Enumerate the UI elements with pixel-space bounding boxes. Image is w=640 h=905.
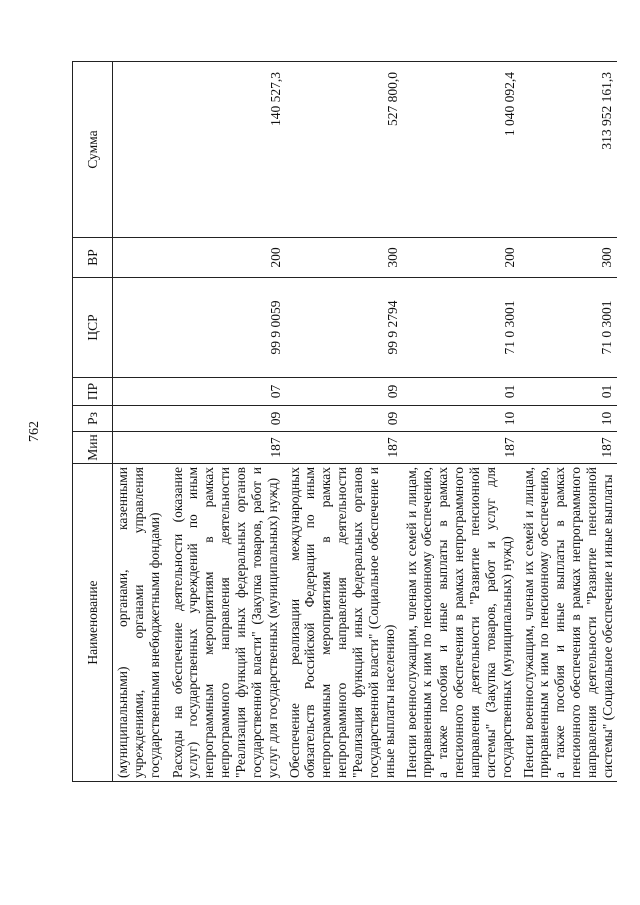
row-min: 187 [520,432,618,464]
row-pr: 09 [286,378,403,406]
row-min: 187 [286,432,403,464]
row-vr: 200 [169,238,286,278]
row-rz: 10 [403,406,520,432]
header-csr: ЦСР [73,278,113,378]
row-name: Пенсии военнослужащим, членам их семей и лицам, приравненным к ним по пенсионному обеспечению, а также пособия и иные выплаты в рамках пенсионного обеспечения в рамках непрограммного направления деятельности "Развитие пенсионной системы" (Социальное обеспечение и иные выплаты [520,464,618,782]
row-pr: 07 [169,378,286,406]
row-min: 187 [403,432,520,464]
budget-table [72,61,617,782]
table-row [520,62,618,782]
row-pr: 01 [403,378,520,406]
header-pr: ПР [73,378,113,406]
row-rz [113,406,169,432]
row-pr: 01 [520,378,618,406]
row-rz: 09 [169,406,286,432]
table-row [403,62,520,782]
header-name: Наименование [73,464,113,782]
row-csr [113,278,169,378]
row-name: Пенсии военнослужащим, членам их семей и лицам, приравненным к ним по пенсионному обеспечению, а также пособия и иные выплаты в рамках пенсионного обеспечения в рамках непрограммного направления деятельности "Развитие пенсионной системы" (Закупка товаров, работ и услуг для государственных (муниципальных) нужд) [403,464,520,782]
row-sum: 140 527,3 [169,62,286,238]
row-rz: 09 [286,406,403,432]
row-csr: 71 0 3001 [520,278,618,378]
row-name: (муниципальными) органами, казенными учреждениями, органами управления государственными внебюджетными фондами) [113,464,169,782]
row-vr: 300 [286,238,403,278]
row-csr: 99 9 0059 [169,278,286,378]
header-vr: ВР [73,238,113,278]
row-name: Расходы на обеспечение деятельности (оказание услуг) государственных учреждений по иным непрограммным мероприятиям в рамках непрограммного направления деятельности "Реализация функций иных федеральных органов государственной власти" (Закупка товаров, работ и услуг для государственных (муниципальных) нужд) [169,464,286,782]
row-min [113,432,169,464]
row-vr: 200 [403,238,520,278]
row-min: 187 [169,432,286,464]
row-sum [113,62,169,238]
table-header-row [73,62,113,782]
budget-table-rotated [72,62,616,782]
table-row [169,62,286,782]
row-vr: 300 [520,238,618,278]
row-csr: 99 9 2794 [286,278,403,378]
table-row [113,62,169,782]
row-pr [113,378,169,406]
row-rz: 10 [520,406,618,432]
row-name: Обеспечение реализации международных обязательств Российской Федерации по иным непрограммным мероприятиям в рамках непрограммного направления деятельности "Реализация функций иных федеральных органов государственной власти" (Социальное обеспечение и иные выплаты населению) [286,464,403,782]
row-csr: 71 0 3001 [403,278,520,378]
table-row [286,62,403,782]
page-number: 762 [27,421,42,442]
row-vr [113,238,169,278]
row-sum: 527 800,0 [286,62,403,238]
header-min: Мин [73,432,113,464]
row-sum: 1 040 092,4 [403,62,520,238]
row-sum: 313 952 161,3 [520,62,618,238]
header-sum: Сумма [73,62,113,238]
header-rz: Рз [73,406,113,432]
